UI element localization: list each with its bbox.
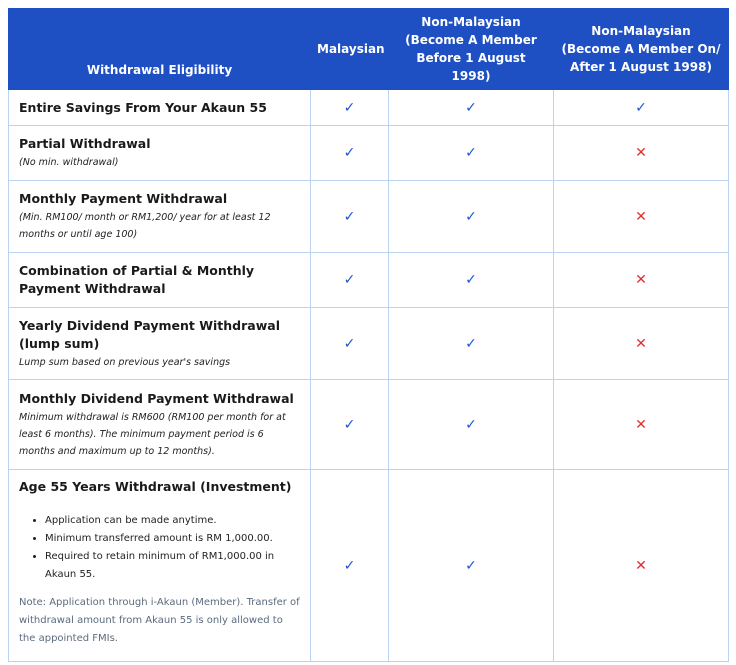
list-item: • Minimum transferred amount is RM 1,000.00. xyxy=(45,530,300,548)
table-header-row xyxy=(9,9,729,90)
list-item: • Application can be made anytime. xyxy=(45,512,300,530)
cross-icon: ✕ xyxy=(554,470,729,662)
row-label-cell xyxy=(9,470,311,662)
table-row xyxy=(9,126,729,181)
header-malaysian: Malaysian xyxy=(311,9,389,90)
row-note: Note: Application through i-Akaun (Member). Transfer of withdrawal amount from Akaun 55 is only allowed to the appointed FMIs. xyxy=(19,597,300,644)
row-label-cell xyxy=(9,253,311,308)
header-non-malaysian-before-1998: Non-Malaysian (Become A Member Before 1 August 1998) xyxy=(389,9,554,90)
eligibility-table-container xyxy=(8,8,728,662)
cross-icon: ✕ xyxy=(554,308,729,380)
table-row xyxy=(9,308,729,380)
withdrawal-eligibility-table xyxy=(8,8,729,662)
tick-icon: ✓ xyxy=(389,126,554,181)
header-withdrawal-eligibility: Withdrawal Eligibility xyxy=(9,9,311,90)
row-label-cell xyxy=(9,126,311,181)
cross-icon: ✕ xyxy=(554,181,729,253)
list-item: • Required to retain minimum of RM1,000.00 in Akaun 55. xyxy=(45,548,300,584)
table-row xyxy=(9,90,729,126)
tick-icon: ✓ xyxy=(554,90,729,126)
bullet-list xyxy=(19,512,300,584)
table-row xyxy=(9,181,729,253)
tick-icon: ✓ xyxy=(389,470,554,662)
tick-icon: ✓ xyxy=(389,308,554,380)
row-label-cell xyxy=(9,90,311,126)
row-subtitle: (Min. RM100/ month or RM1,200/ year for at least 12 months or until age 100) xyxy=(19,212,271,240)
tick-icon: ✓ xyxy=(311,90,389,126)
table-row xyxy=(9,380,729,470)
tick-icon: ✓ xyxy=(389,181,554,253)
row-subtitle: Lump sum based on previous year's savings xyxy=(19,356,231,368)
tick-icon: ✓ xyxy=(389,253,554,308)
row-subtitle: (No min. withdrawal) xyxy=(19,157,119,168)
row-label-cell xyxy=(9,308,311,380)
tick-icon: ✓ xyxy=(311,126,389,181)
row-label-cell xyxy=(9,380,311,470)
table-row xyxy=(9,470,729,662)
row-title: Monthly Payment Withdrawal xyxy=(19,191,228,206)
cross-icon: ✕ xyxy=(554,253,729,308)
cross-icon: ✕ xyxy=(554,380,729,470)
tick-icon: ✓ xyxy=(311,308,389,380)
row-label-cell xyxy=(9,181,311,253)
row-title: Monthly Dividend Payment Withdrawal xyxy=(19,390,294,406)
tick-icon: ✓ xyxy=(389,380,554,470)
row-title: Age 55 Years Withdrawal (Investment) xyxy=(19,479,292,494)
tick-icon: ✓ xyxy=(311,380,389,470)
tick-icon: ✓ xyxy=(389,90,554,126)
table-row xyxy=(9,253,729,308)
row-subtitle: Minimum withdrawal is RM600 (RM100 per month for at least 6 months). The minimum payment period is 6 months and maximum up to 12 months). xyxy=(19,411,286,457)
header-non-malaysian-after-1998: Non-Malaysian (Become A Member On/ After 1 August 1998) xyxy=(554,9,729,90)
tick-icon: ✓ xyxy=(311,253,389,308)
cross-icon: ✕ xyxy=(554,126,729,181)
row-title: Yearly Dividend Payment Withdrawal (lump sum) xyxy=(19,317,280,351)
tick-icon: ✓ xyxy=(311,470,389,662)
row-title: Partial Withdrawal xyxy=(19,136,151,151)
row-title: Combination of Partial & Monthly Payment Withdrawal xyxy=(19,263,255,296)
tick-icon: ✓ xyxy=(311,181,389,253)
row-title: Entire Savings From Your Akaun 55 xyxy=(19,99,267,115)
